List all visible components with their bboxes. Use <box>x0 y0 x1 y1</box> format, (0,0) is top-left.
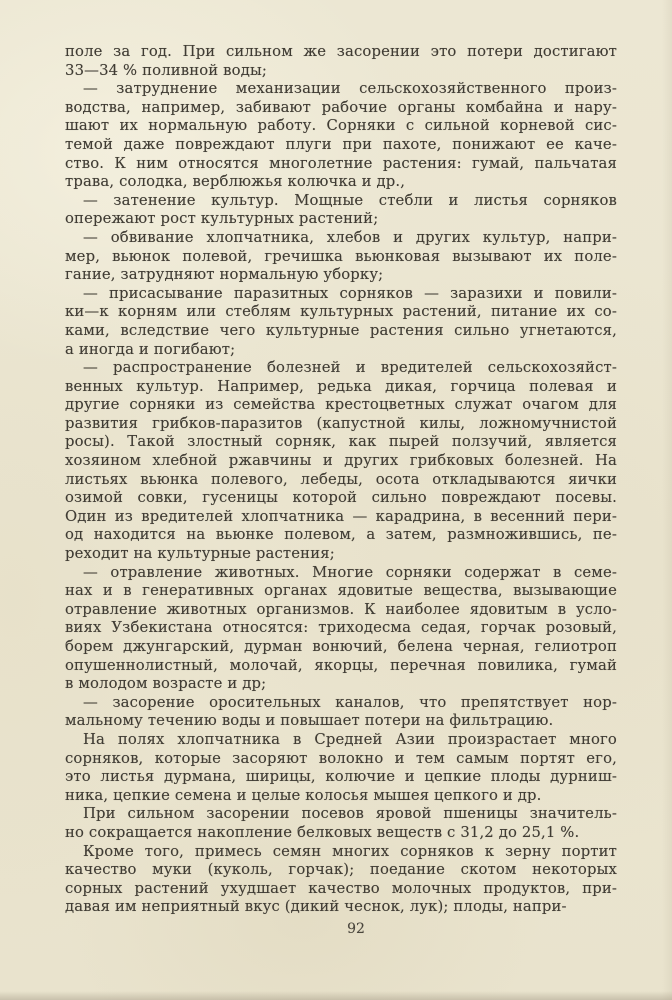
paragraph <box>65 731 617 805</box>
text-line: При сильном засорении посевов яровой пшеницы значитель- <box>83 805 617 823</box>
text-line: ками, вследствие чего культурные растения сильно угнетаются, <box>65 321 617 339</box>
text-line: мер, вьюнок полевой, гречишка вьюнковая вызывают их поле- <box>65 247 617 265</box>
text-line: реходит на культурные растения; <box>65 545 335 563</box>
paragraph <box>65 285 617 359</box>
text-line: — распространение болезней и вредителей сельскохозяйст- <box>83 359 617 377</box>
text-line: — затенение культур. Мощные стебли и листья сорняков <box>83 191 617 209</box>
text-line: озимой совки, гусеницы которой сильно повреждают посевы. <box>65 489 617 507</box>
text-line: 33—34 % поливной воды; <box>65 61 268 79</box>
text-line: нах и в генеративных органах ядовитые вещества, вызывающие <box>65 582 617 600</box>
paragraph <box>65 359 617 564</box>
text-line: отравление животных организмов. К наиболее ядовитым в усло- <box>65 600 617 618</box>
text-line: — присасывание паразитных сорняков — заразихи и повили- <box>83 284 617 302</box>
text-line: развития грибков-паразитов (капустной килы, ложномучнистой <box>65 414 617 432</box>
text-line: — засорение оросительных каналов, что препятствует нор- <box>83 693 617 711</box>
text-line: од находится на вьюнке полевом, а затем, размножившись, пе- <box>65 526 617 544</box>
text-line: трава, солодка, верблюжья колючка и др., <box>65 173 406 191</box>
text-line: опушеннолистный, молочай, якорцы, перечная повилика, гумай <box>65 656 617 674</box>
text-line: — затруднение механизации сельскохозяйственного произ- <box>83 80 617 98</box>
text-line: это листья дурмана, ширицы, колючие и цепкие плоды дурниш- <box>65 768 617 786</box>
text-line: На полях хлопчатника в Средней Азии произрастает много <box>83 730 617 748</box>
text-line: опережают рост культурных растений; <box>65 210 379 228</box>
text-line: в молодом возрасте и др; <box>65 675 267 693</box>
text-line: росы). Такой злостный сорняк, как пырей ползучий, является <box>65 433 617 451</box>
paragraph <box>65 43 617 80</box>
paragraph <box>65 80 617 192</box>
text-line: но сокращается накопление белковых веществ с 31,2 до 25,1 %. <box>65 823 580 841</box>
text-line: Кроме того, примесь семян многих сорняков к зерну портит <box>83 842 617 860</box>
text-line: венных культур. Например, редька дикая, горчица полевая и <box>65 377 617 395</box>
text-line: гание, затрудняют нормальную уборку; <box>65 266 384 284</box>
text-line: ника, цепкие семена и целые колосья мышея цепкого и др. <box>65 786 542 804</box>
text-line: — отравление животных. Многие сорняки содержат в семе- <box>83 563 617 581</box>
text-line: поле за год. При сильном же засорении это потери достигают <box>65 43 617 60</box>
paragraph <box>65 192 617 229</box>
text-line: листьях вьюнка полевого, лебеды, осота откладываются яички <box>65 470 617 488</box>
text-line: ство. К ним относятся многолетние растения: гумай, пальчатая <box>65 154 617 172</box>
text-line: давая им неприятный вкус (дикий чеснок, лук); плоды, напри- <box>65 898 567 916</box>
paragraph <box>65 229 617 285</box>
text-line: мальному течению воды и повышает потери на фильтрацию. <box>65 712 554 730</box>
page-number: 92 <box>347 921 365 937</box>
text-line: — обвивание хлопчатника, хлебов и других культур, напри- <box>83 228 617 246</box>
paragraph <box>65 805 617 842</box>
text-line: хозяином хлебной ржавчины и других грибковых болезней. На <box>65 452 617 470</box>
text-line: Один из вредителей хлопчатника — карадрина, в весенний пери- <box>65 507 617 525</box>
text-line: другие сорняки из семейства крестоцветных служат очагом для <box>65 396 617 414</box>
text-line: водства, например, забивают рабочие органы комбайна и нару- <box>65 98 617 116</box>
text-line: ки—к корням или стеблям культурных растений, питание их со- <box>65 303 617 321</box>
paragraph <box>65 843 617 917</box>
text-line: качество муки (куколь, горчак); поедание скотом некоторых <box>65 861 617 879</box>
text-line: сорных растений ухудшает качество молочных продуктов, при- <box>65 879 617 897</box>
text-line: шают их нормальную работу. Сорняки с сильной корневой сис- <box>65 117 617 135</box>
text-line: сорняков, которые засоряют волокно и тем самым портят его, <box>65 749 617 767</box>
text-block <box>65 43 617 917</box>
paragraph <box>65 564 617 694</box>
paragraph <box>65 694 617 731</box>
text-line: виях Узбекистана относятся: триходесма седая, горчак розовый, <box>65 619 617 637</box>
text-line: а иногда и погибают; <box>65 340 236 358</box>
text-line: борем джунгарский, дурман вонючий, белена черная, гелиотроп <box>65 638 617 655</box>
text-line: темой даже повреждают плуги при пахоте, понижают ее каче- <box>65 135 617 153</box>
